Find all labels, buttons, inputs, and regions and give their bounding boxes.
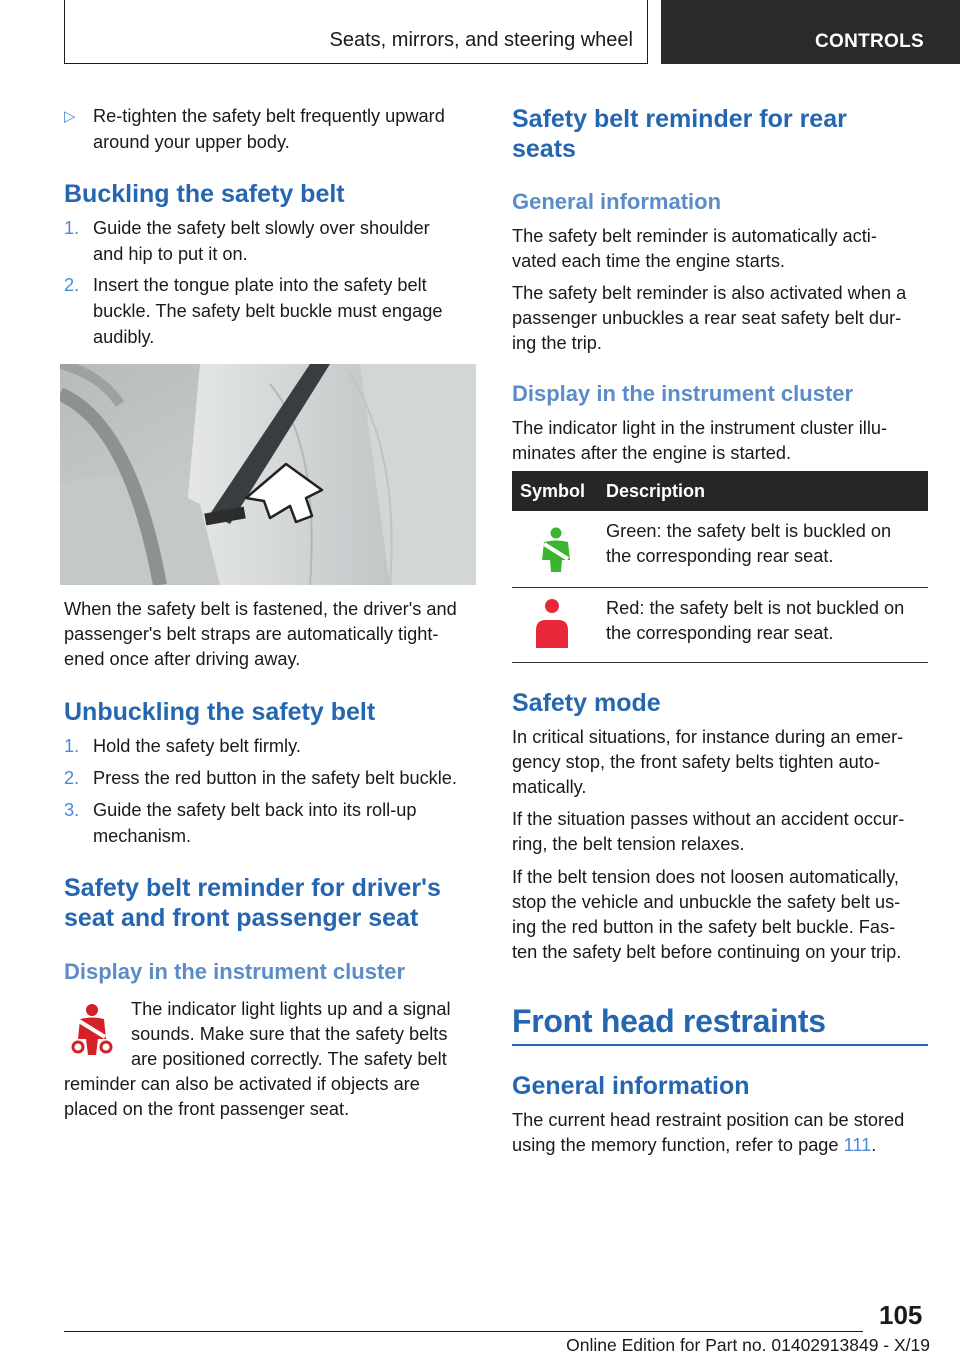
footer-edition: Online Edition for Part no. 01402913849 - X/19 bbox=[566, 1335, 930, 1355]
intro-bullet-line-1: Re-tighten the safety belt frequently upward bbox=[93, 106, 445, 126]
unbuckling-heading: Unbuckling the safety belt bbox=[64, 698, 376, 726]
row-description bbox=[606, 596, 904, 646]
heading-underline bbox=[512, 1044, 928, 1046]
step-text-line: Press the red button in the safety belt buckle. bbox=[93, 768, 457, 788]
reminder-heading-line-1: Safety belt reminder for driver's bbox=[64, 874, 441, 902]
reminder-heading-line-2: seat and front passenger seat bbox=[64, 904, 419, 932]
text-line: Red: the safety belt is not buckled on bbox=[606, 598, 905, 618]
text-line: The safety belt reminder is also activated when a bbox=[512, 283, 907, 303]
text-line: ing the red button in the safety belt buckle. Fas- bbox=[512, 917, 896, 937]
text-line: Green: the safety belt is buckled on bbox=[606, 521, 892, 541]
text-line: vated each time the engine starts. bbox=[512, 251, 785, 271]
step-number: 2. bbox=[64, 275, 80, 295]
text-line: The safety belt reminder is automatically acti- bbox=[512, 226, 877, 246]
step-number: 1. bbox=[64, 218, 80, 238]
red-person-icon bbox=[532, 598, 572, 650]
page-reference-link[interactable]: 111 bbox=[843, 1135, 872, 1155]
text-line: In critical situations, for instance during an emer- bbox=[512, 727, 904, 747]
text-line: ten the safety belt before continuing on your trip. bbox=[512, 942, 902, 962]
display-text-line: The indicator light lights up and a signal bbox=[131, 999, 451, 1019]
step-text-line: audibly. bbox=[93, 327, 155, 347]
text-line: minates after the engine is started. bbox=[512, 443, 792, 463]
general-paragraph-1 bbox=[512, 224, 932, 274]
safety-mode-heading: Safety mode bbox=[512, 689, 661, 717]
step-number: 3. bbox=[64, 800, 80, 820]
text-line: the corresponding rear seat. bbox=[606, 546, 834, 566]
text-line: the corresponding rear seat. bbox=[606, 623, 834, 643]
bullet-marker: ▷ bbox=[64, 108, 76, 125]
header-chapter-tab bbox=[661, 0, 960, 64]
table-header bbox=[512, 471, 928, 511]
table-row bbox=[512, 511, 928, 587]
step-text-line: Guide the safety belt slowly over shoulder bbox=[93, 218, 430, 238]
seat-belt-photo bbox=[60, 364, 476, 585]
display-paragraph bbox=[512, 416, 932, 466]
text-line: The current head restraint position can be stored bbox=[512, 1110, 905, 1130]
display-text-line: placed on the front passenger seat. bbox=[64, 1099, 350, 1119]
table-bottom-rule bbox=[512, 662, 928, 663]
step-text-line: Hold the safety belt firmly. bbox=[93, 736, 301, 756]
display-heading-left: Display in the instrument cluster bbox=[64, 959, 406, 984]
text-line bbox=[512, 1133, 932, 1158]
text-line: passenger unbuckles a rear seat safety belt dur- bbox=[512, 308, 902, 328]
display-text-line: are positioned correctly. The safety belt bbox=[131, 1049, 447, 1069]
display-heading-right: Display in the instrument cluster bbox=[512, 381, 854, 406]
green-belt-icon bbox=[534, 527, 576, 573]
photo-caption bbox=[64, 597, 484, 672]
safety-paragraph-1 bbox=[512, 725, 932, 800]
caption-line: When the safety belt is fastened, the driver's and bbox=[64, 599, 457, 619]
caption-line: passenger's belt straps are automatically tight- bbox=[64, 624, 439, 644]
step-text-line: Guide the safety belt back into its roll-up bbox=[93, 800, 417, 820]
step-number: 1. bbox=[64, 736, 80, 756]
safety-paragraph-2 bbox=[512, 807, 932, 857]
step-text-line: mechanism. bbox=[93, 826, 192, 846]
safety-paragraph-3 bbox=[512, 865, 932, 965]
step-number: 2. bbox=[64, 768, 80, 788]
text-line: The indicator light in the instrument cluster illu- bbox=[512, 418, 888, 438]
head-restraints-heading: Front head restraints bbox=[512, 1003, 826, 1039]
step-text-line: Insert the tongue plate into the safety belt bbox=[93, 275, 427, 295]
rear-heading-line-2: seats bbox=[512, 135, 576, 163]
general2-paragraph bbox=[512, 1108, 932, 1158]
text-line: stop the vehicle and unbuckle the safety belt us- bbox=[512, 892, 901, 912]
text-line: If the belt tension does not loosen automatically, bbox=[512, 867, 899, 887]
rear-heading-line-1: Safety belt reminder for rear bbox=[512, 105, 847, 133]
text-line: ing the trip. bbox=[512, 333, 602, 353]
buckling-heading: Buckling the safety belt bbox=[64, 180, 345, 208]
text-line: matically. bbox=[512, 777, 587, 797]
col-description-header: Description bbox=[606, 481, 706, 501]
belt-warning-icon bbox=[70, 1003, 114, 1057]
general-paragraph-2 bbox=[512, 281, 932, 356]
text-line: If the situation passes without an accident occur- bbox=[512, 809, 905, 829]
text-line: ring, the belt tension relaxes. bbox=[512, 834, 745, 854]
row-description bbox=[606, 519, 891, 569]
display-text-line: reminder can also be activated if objects are bbox=[64, 1074, 420, 1094]
col-symbol-header: Symbol bbox=[520, 481, 586, 501]
text-line: gency stop, the front safety belts tighten auto- bbox=[512, 752, 881, 772]
chapter-title: CONTROLS bbox=[815, 31, 925, 52]
display-text-indented bbox=[131, 997, 491, 1072]
step-text-line: buckle. The safety belt buckle must engage bbox=[93, 301, 443, 321]
table-row bbox=[512, 588, 928, 662]
intro-bullet-line-2: around your upper body. bbox=[93, 132, 290, 152]
caption-line: ened once after driving away. bbox=[64, 649, 301, 669]
page-number: 105 bbox=[879, 1300, 923, 1330]
display-text-full bbox=[64, 1072, 484, 1122]
text-segment: using the memory function, refer to page bbox=[512, 1135, 844, 1155]
footer-rule bbox=[64, 1331, 863, 1332]
step-text-line: and hip to put it on. bbox=[93, 244, 248, 264]
text-segment: . bbox=[871, 1135, 877, 1155]
general-heading: General information bbox=[512, 189, 722, 214]
general2-heading: General information bbox=[512, 1072, 750, 1100]
header-section-title bbox=[64, 0, 648, 64]
section-title: Seats, mirrors, and steering wheel bbox=[329, 29, 633, 51]
display-text-line: sounds. Make sure that the safety belts bbox=[131, 1024, 448, 1044]
